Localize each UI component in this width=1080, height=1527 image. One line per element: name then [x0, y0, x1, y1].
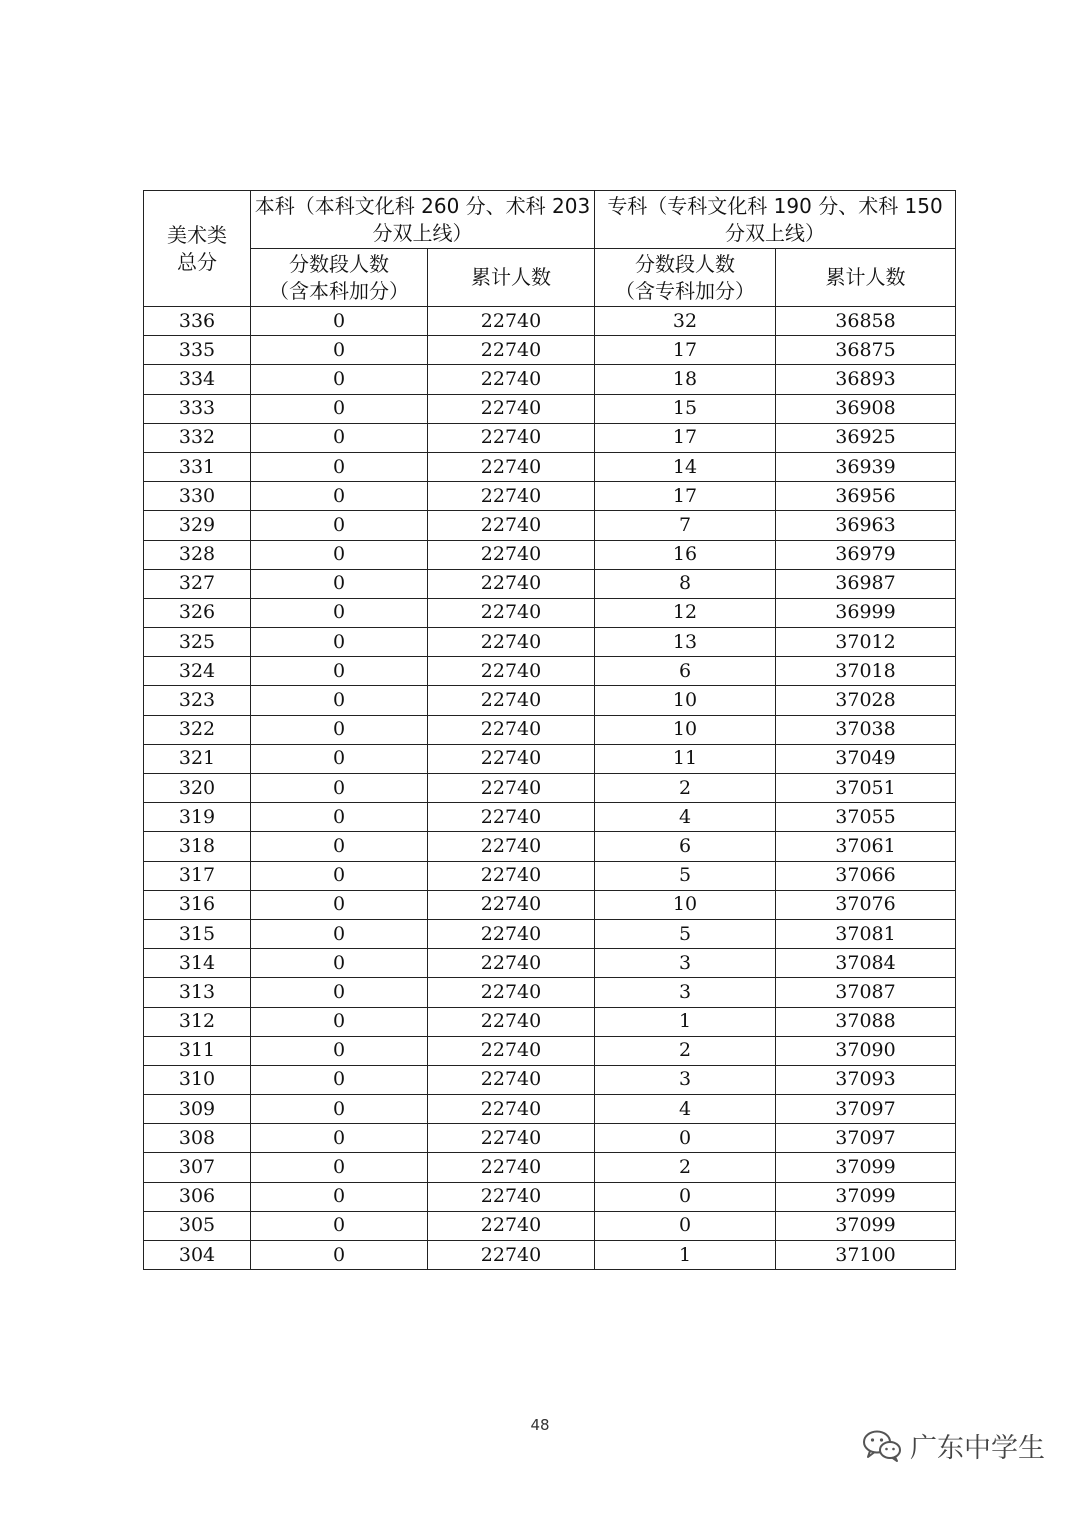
table-row: [144, 365, 956, 394]
college-count-cell: 3: [595, 949, 776, 978]
header-bachelor-line2: 分双上线）: [372, 220, 473, 245]
college-count-cell: 12: [595, 598, 776, 627]
bachelor-count-cell: 0: [251, 949, 428, 978]
score-cell: 315: [144, 919, 251, 948]
college-count-cell: 2: [595, 774, 776, 803]
college-count-cell: 18: [595, 365, 776, 394]
college-cumulative-cell: 37051: [776, 774, 956, 803]
college-count-cell: 4: [595, 1095, 776, 1124]
table-row: [144, 1095, 956, 1124]
table-row: [144, 861, 956, 890]
bachelor-count-cell: 0: [251, 365, 428, 394]
score-cell: 313: [144, 978, 251, 1007]
bachelor-cumulative-cell: 22740: [428, 861, 595, 890]
college-count-cell: 13: [595, 628, 776, 657]
college-count-cell: 10: [595, 686, 776, 715]
table-row: [144, 1211, 956, 1240]
table-row: [144, 511, 956, 540]
college-cumulative-cell: 37076: [776, 890, 956, 919]
college-count-cell: 6: [595, 832, 776, 861]
table-row: [144, 715, 956, 744]
bachelor-cumulative-cell: 22740: [428, 511, 595, 540]
bachelor-cumulative-cell: 22740: [428, 774, 595, 803]
score-cell: 324: [144, 657, 251, 686]
college-count-cell: 11: [595, 744, 776, 773]
bachelor-count-cell: 0: [251, 1182, 428, 1211]
bachelor-count-cell: 0: [251, 1007, 428, 1036]
table-row: [144, 978, 956, 1007]
college-count-cell: 3: [595, 1065, 776, 1094]
table-row: [144, 336, 956, 365]
table-row: [144, 452, 956, 481]
college-cumulative-cell: 36893: [776, 365, 956, 394]
score-cell: 305: [144, 1211, 251, 1240]
college-cumulative-cell: 37038: [776, 715, 956, 744]
college-cumulative-cell: 37055: [776, 803, 956, 832]
bachelor-cumulative-cell: 22740: [428, 569, 595, 598]
college-count-cell: 5: [595, 919, 776, 948]
table-row: [144, 307, 956, 336]
college-cumulative-cell: 36979: [776, 540, 956, 569]
college-count-cell: 0: [595, 1182, 776, 1211]
table-row: [144, 394, 956, 423]
score-cell: 328: [144, 540, 251, 569]
header-bachelor-cumulative: [428, 249, 595, 307]
bachelor-count-cell: 0: [251, 1095, 428, 1124]
table-row: [144, 774, 956, 803]
header-bachelor-count-line1: 分数段人数: [289, 251, 389, 276]
college-count-cell: 15: [595, 394, 776, 423]
college-cumulative-cell: 37100: [776, 1241, 956, 1270]
header-score: [144, 191, 251, 307]
bachelor-cumulative-cell: 22740: [428, 365, 595, 394]
bachelor-cumulative-cell: 22740: [428, 803, 595, 832]
bachelor-cumulative-cell: 22740: [428, 1182, 595, 1211]
bachelor-cumulative-cell: 22740: [428, 919, 595, 948]
college-count-cell: 10: [595, 890, 776, 919]
header-bachelor-count-line2: （含本科加分）: [269, 278, 409, 303]
score-cell: 335: [144, 336, 251, 365]
score-distribution-table: [143, 190, 956, 1270]
bachelor-cumulative-cell: 22740: [428, 394, 595, 423]
table-row: [144, 744, 956, 773]
college-cumulative-cell: 36963: [776, 511, 956, 540]
college-count-cell: 10: [595, 715, 776, 744]
score-cell: 310: [144, 1065, 251, 1094]
college-count-cell: 6: [595, 657, 776, 686]
bachelor-count-cell: 0: [251, 1211, 428, 1240]
score-cell: 334: [144, 365, 251, 394]
bachelor-cumulative-cell: 22740: [428, 307, 595, 336]
bachelor-count-cell: 0: [251, 307, 428, 336]
score-cell: 317: [144, 861, 251, 890]
bachelor-cumulative-cell: 22740: [428, 890, 595, 919]
score-cell: 329: [144, 511, 251, 540]
bachelor-count-cell: 0: [251, 540, 428, 569]
score-cell: 306: [144, 1182, 251, 1211]
bachelor-cumulative-cell: 22740: [428, 598, 595, 627]
bachelor-cumulative-cell: 22740: [428, 1007, 595, 1036]
college-cumulative-cell: 37087: [776, 978, 956, 1007]
watermark-text: 广东中学生: [910, 1433, 1045, 1464]
table-body: [144, 307, 956, 1270]
table-row: [144, 1036, 956, 1065]
score-cell: 331: [144, 452, 251, 481]
score-cell: 323: [144, 686, 251, 715]
bachelor-count-cell: 0: [251, 1065, 428, 1094]
header-bachelor-line1: 本科（本科文化科 260 分、术科 203: [254, 193, 591, 218]
college-count-cell: 16: [595, 540, 776, 569]
header-college-count-line1: 分数段人数: [635, 251, 736, 276]
bachelor-cumulative-cell: 22740: [428, 336, 595, 365]
college-cumulative-cell: 36875: [776, 336, 956, 365]
bachelor-cumulative-cell: 22740: [428, 978, 595, 1007]
bachelor-count-cell: 0: [251, 1241, 428, 1270]
college-cumulative-cell: 37049: [776, 744, 956, 773]
score-cell: 307: [144, 1153, 251, 1182]
college-cumulative-cell: 37084: [776, 949, 956, 978]
college-count-cell: 5: [595, 861, 776, 890]
score-cell: 308: [144, 1124, 251, 1153]
college-cumulative-cell: 37088: [776, 1007, 956, 1036]
score-cell: 321: [144, 744, 251, 773]
bachelor-cumulative-cell: 22740: [428, 832, 595, 861]
college-cumulative-cell: 37081: [776, 919, 956, 948]
bachelor-count-cell: 0: [251, 1153, 428, 1182]
bachelor-cumulative-cell: 22740: [428, 540, 595, 569]
wechat-icon: [862, 1429, 902, 1463]
college-count-cell: 1: [595, 1007, 776, 1036]
watermark: [862, 1426, 1045, 1465]
score-cell: 319: [144, 803, 251, 832]
score-cell: 327: [144, 569, 251, 598]
college-count-cell: 17: [595, 482, 776, 511]
bachelor-count-cell: 0: [251, 1036, 428, 1065]
bachelor-count-cell: 0: [251, 482, 428, 511]
table-row: [144, 482, 956, 511]
college-cumulative-cell: 36987: [776, 569, 956, 598]
table-row: [144, 949, 956, 978]
college-count-cell: 0: [595, 1211, 776, 1240]
college-cumulative-cell: 37028: [776, 686, 956, 715]
college-count-cell: 2: [595, 1036, 776, 1065]
college-cumulative-cell: 37090: [776, 1036, 956, 1065]
bachelor-cumulative-cell: 22740: [428, 715, 595, 744]
score-cell: 333: [144, 394, 251, 423]
college-cumulative-cell: 37012: [776, 628, 956, 657]
header-score-line2: 总分: [177, 249, 217, 274]
bachelor-count-cell: 0: [251, 774, 428, 803]
bachelor-count-cell: 0: [251, 861, 428, 890]
score-cell: 320: [144, 774, 251, 803]
bachelor-count-cell: 0: [251, 1124, 428, 1153]
college-cumulative-cell: 37066: [776, 861, 956, 890]
bachelor-cumulative-cell: 22740: [428, 1211, 595, 1240]
table-row: [144, 540, 956, 569]
header-bachelor-group: [251, 191, 595, 249]
table-row: [144, 598, 956, 627]
bachelor-count-cell: 0: [251, 657, 428, 686]
college-cumulative-cell: 37099: [776, 1153, 956, 1182]
header-bachelor-count: [251, 249, 428, 307]
bachelor-cumulative-cell: 22740: [428, 1241, 595, 1270]
bachelor-count-cell: 0: [251, 890, 428, 919]
header-college-cumulative-label: 累计人数: [825, 265, 906, 289]
college-cumulative-cell: 36908: [776, 394, 956, 423]
table-row: [144, 832, 956, 861]
bachelor-count-cell: 0: [251, 569, 428, 598]
table-row: [144, 1124, 956, 1153]
bachelor-cumulative-cell: 22740: [428, 1065, 595, 1094]
bachelor-count-cell: 0: [251, 919, 428, 948]
table-row: [144, 423, 956, 452]
bachelor-cumulative-cell: 22740: [428, 657, 595, 686]
bachelor-count-cell: 0: [251, 628, 428, 657]
bachelor-cumulative-cell: 22740: [428, 1124, 595, 1153]
header-college-count: [595, 249, 776, 307]
table-row: [144, 1153, 956, 1182]
table-row: [144, 919, 956, 948]
bachelor-count-cell: 0: [251, 598, 428, 627]
score-cell: 312: [144, 1007, 251, 1036]
bachelor-count-cell: 0: [251, 336, 428, 365]
bachelor-count-cell: 0: [251, 744, 428, 773]
score-cell: 304: [144, 1241, 251, 1270]
table-row: [144, 1007, 956, 1036]
header-college-line1: 专科（专科文化科 190 分、术科 150: [607, 193, 943, 218]
college-cumulative-cell: 36925: [776, 423, 956, 452]
college-cumulative-cell: 37099: [776, 1182, 956, 1211]
score-cell: 325: [144, 628, 251, 657]
table-row: [144, 1241, 956, 1270]
college-count-cell: 0: [595, 1124, 776, 1153]
college-cumulative-cell: 36939: [776, 452, 956, 481]
bachelor-cumulative-cell: 22740: [428, 686, 595, 715]
bachelor-cumulative-cell: 22740: [428, 744, 595, 773]
bachelor-count-cell: 0: [251, 803, 428, 832]
college-count-cell: 14: [595, 452, 776, 481]
college-count-cell: 4: [595, 803, 776, 832]
bachelor-cumulative-cell: 22740: [428, 482, 595, 511]
bachelor-count-cell: 0: [251, 978, 428, 1007]
college-count-cell: 2: [595, 1153, 776, 1182]
bachelor-cumulative-cell: 22740: [428, 452, 595, 481]
college-count-cell: 1: [595, 1241, 776, 1270]
college-cumulative-cell: 36858: [776, 307, 956, 336]
table-row: [144, 628, 956, 657]
college-cumulative-cell: 37061: [776, 832, 956, 861]
header-college-count-line2: （含专科加分）: [615, 278, 756, 303]
college-count-cell: 17: [595, 336, 776, 365]
header-score-line1: 美术类: [167, 222, 227, 247]
college-cumulative-cell: 37093: [776, 1065, 956, 1094]
bachelor-cumulative-cell: 22740: [428, 1036, 595, 1065]
score-cell: 318: [144, 832, 251, 861]
bachelor-count-cell: 0: [251, 394, 428, 423]
bachelor-count-cell: 0: [251, 832, 428, 861]
table-row: [144, 803, 956, 832]
score-cell: 314: [144, 949, 251, 978]
college-cumulative-cell: 37099: [776, 1211, 956, 1240]
score-cell: 322: [144, 715, 251, 744]
table-row: [144, 1182, 956, 1211]
score-cell: 311: [144, 1036, 251, 1065]
score-cell: 326: [144, 598, 251, 627]
score-cell: 309: [144, 1095, 251, 1124]
college-cumulative-cell: 37097: [776, 1095, 956, 1124]
college-count-cell: 3: [595, 978, 776, 1007]
score-cell: 316: [144, 890, 251, 919]
college-count-cell: 32: [595, 307, 776, 336]
table-row: [144, 890, 956, 919]
table-row: [144, 657, 956, 686]
bachelor-cumulative-cell: 22740: [428, 949, 595, 978]
header-bachelor-cumulative-label: 累计人数: [471, 265, 551, 289]
college-count-cell: 7: [595, 511, 776, 540]
table-row: [144, 686, 956, 715]
college-count-cell: 8: [595, 569, 776, 598]
college-cumulative-cell: 37097: [776, 1124, 956, 1153]
college-count-cell: 17: [595, 423, 776, 452]
table-row: [144, 569, 956, 598]
bachelor-count-cell: 0: [251, 423, 428, 452]
score-cell: 330: [144, 482, 251, 511]
bachelor-count-cell: 0: [251, 686, 428, 715]
college-cumulative-cell: 36956: [776, 482, 956, 511]
bachelor-cumulative-cell: 22740: [428, 1153, 595, 1182]
bachelor-cumulative-cell: 22740: [428, 423, 595, 452]
score-cell: 336: [144, 307, 251, 336]
score-cell: 332: [144, 423, 251, 452]
header-college-cumulative: [776, 249, 956, 307]
bachelor-count-cell: 0: [251, 511, 428, 540]
bachelor-count-cell: 0: [251, 715, 428, 744]
college-cumulative-cell: 36999: [776, 598, 956, 627]
page-number: 48: [530, 1416, 550, 1434]
header-college-line2: 分双上线）: [725, 220, 826, 245]
bachelor-cumulative-cell: 22740: [428, 628, 595, 657]
bachelor-count-cell: 0: [251, 452, 428, 481]
college-cumulative-cell: 37018: [776, 657, 956, 686]
bachelor-cumulative-cell: 22740: [428, 1095, 595, 1124]
table-row: [144, 1065, 956, 1094]
header-college-group: [595, 191, 956, 249]
